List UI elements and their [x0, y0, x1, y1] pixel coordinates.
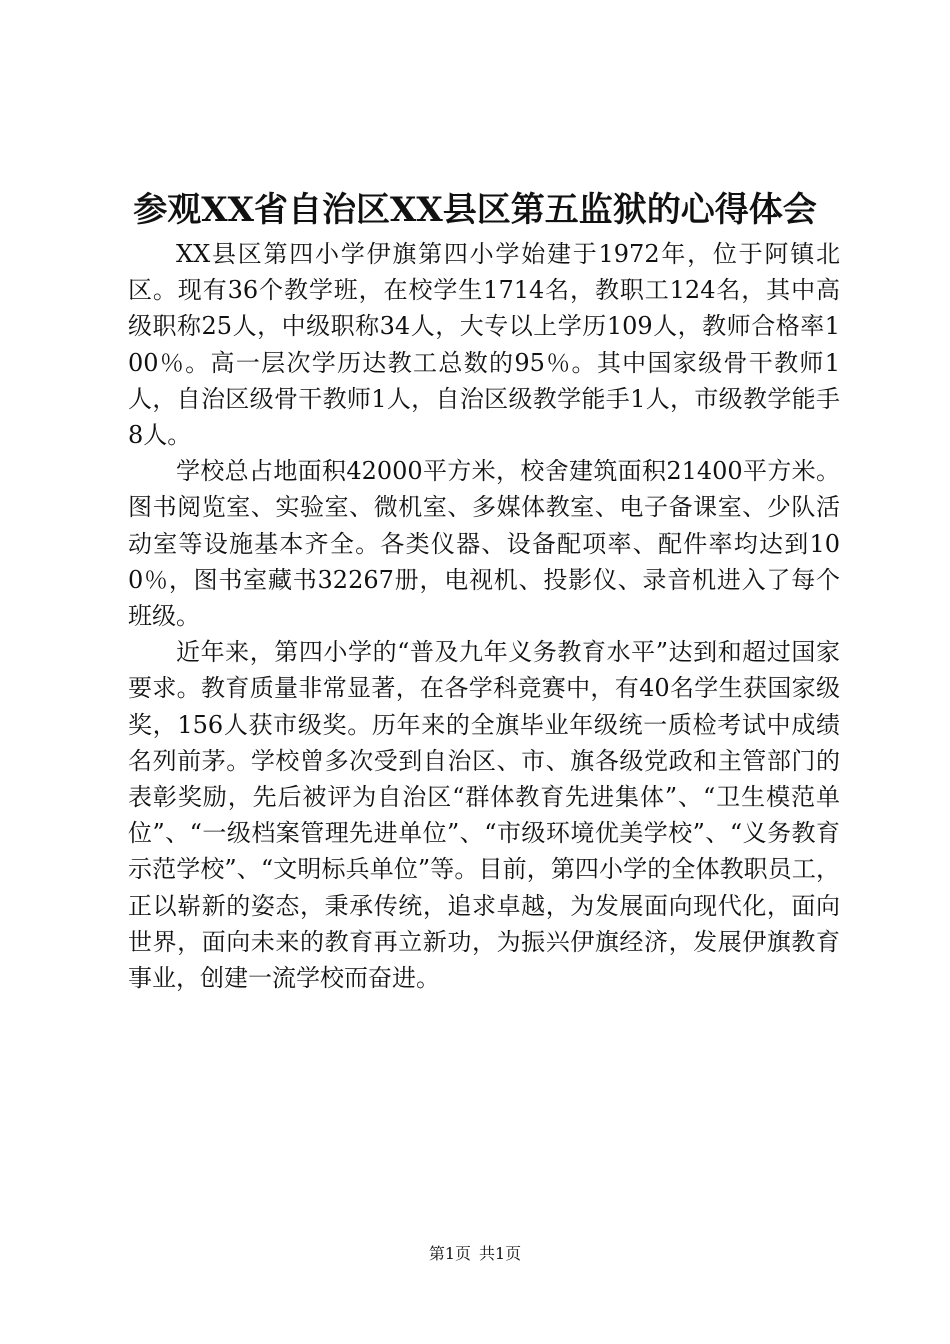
page-number-current: 第1页 — [428, 1244, 471, 1263]
page-number-total: 共1页 — [479, 1244, 522, 1263]
page-footer — [0, 1242, 950, 1266]
document-body — [128, 236, 840, 996]
paragraph-2: 学校总占地面积42000平方米，校舍建筑面积21400平方米。图书阅览室、实验室、微机室、多媒体教室、电子备课室、少队活动室等设施基本齐全。各类仪器、设备配项率、配件率均达到100％，图书室藏书32267册，电视机、投影仪、录音机进入了每个班级。 — [128, 457, 840, 631]
document-title: 参观XX省自治区XX县区第五监狱的心得体会 — [133, 190, 817, 230]
paragraph-3: 近年来，第四小学的“普及九年义务教育水平”达到和超过国家要求。教育质量非常显著，在各学科竞赛中，有40名学生获国家级奖，156人获市级奖。历年来的全旗毕业年级统一质检考试中成绩名列前茅。学校曾多次受到自治区、市、旗各级党政和主管部门的表彰奖励，先后被评为自治区“群体教育先进集体”、“卫生模范单位”、“一级档案管理先进单位”、“市级环境优美学校”、“义务教育示范学校”、“文明标兵单位”等。目前，第四小学的全体教职员工，正以崭新的姿态，秉承传统，追求卓越，为发展面向现代化，面向世界，面向未来的教育再立新功，为振兴伊旗经济，发展伊旗教育事业，创建一流学校而奋进。 — [128, 638, 840, 993]
paragraph-1: XX县区第四小学伊旗第四小学始建于1972年，位于阿镇北区。现有36个教学班，在校学生1714名，教职工124名，其中高级职称25人，中级职称34人，大专以上学历109人，教师合格率100％。高一层次学历达教工总数的95％。其中国家级骨干教师1人，自治区级骨干教师1人，自治区级教学能手1人，市级教学能手8人。 — [128, 240, 840, 450]
